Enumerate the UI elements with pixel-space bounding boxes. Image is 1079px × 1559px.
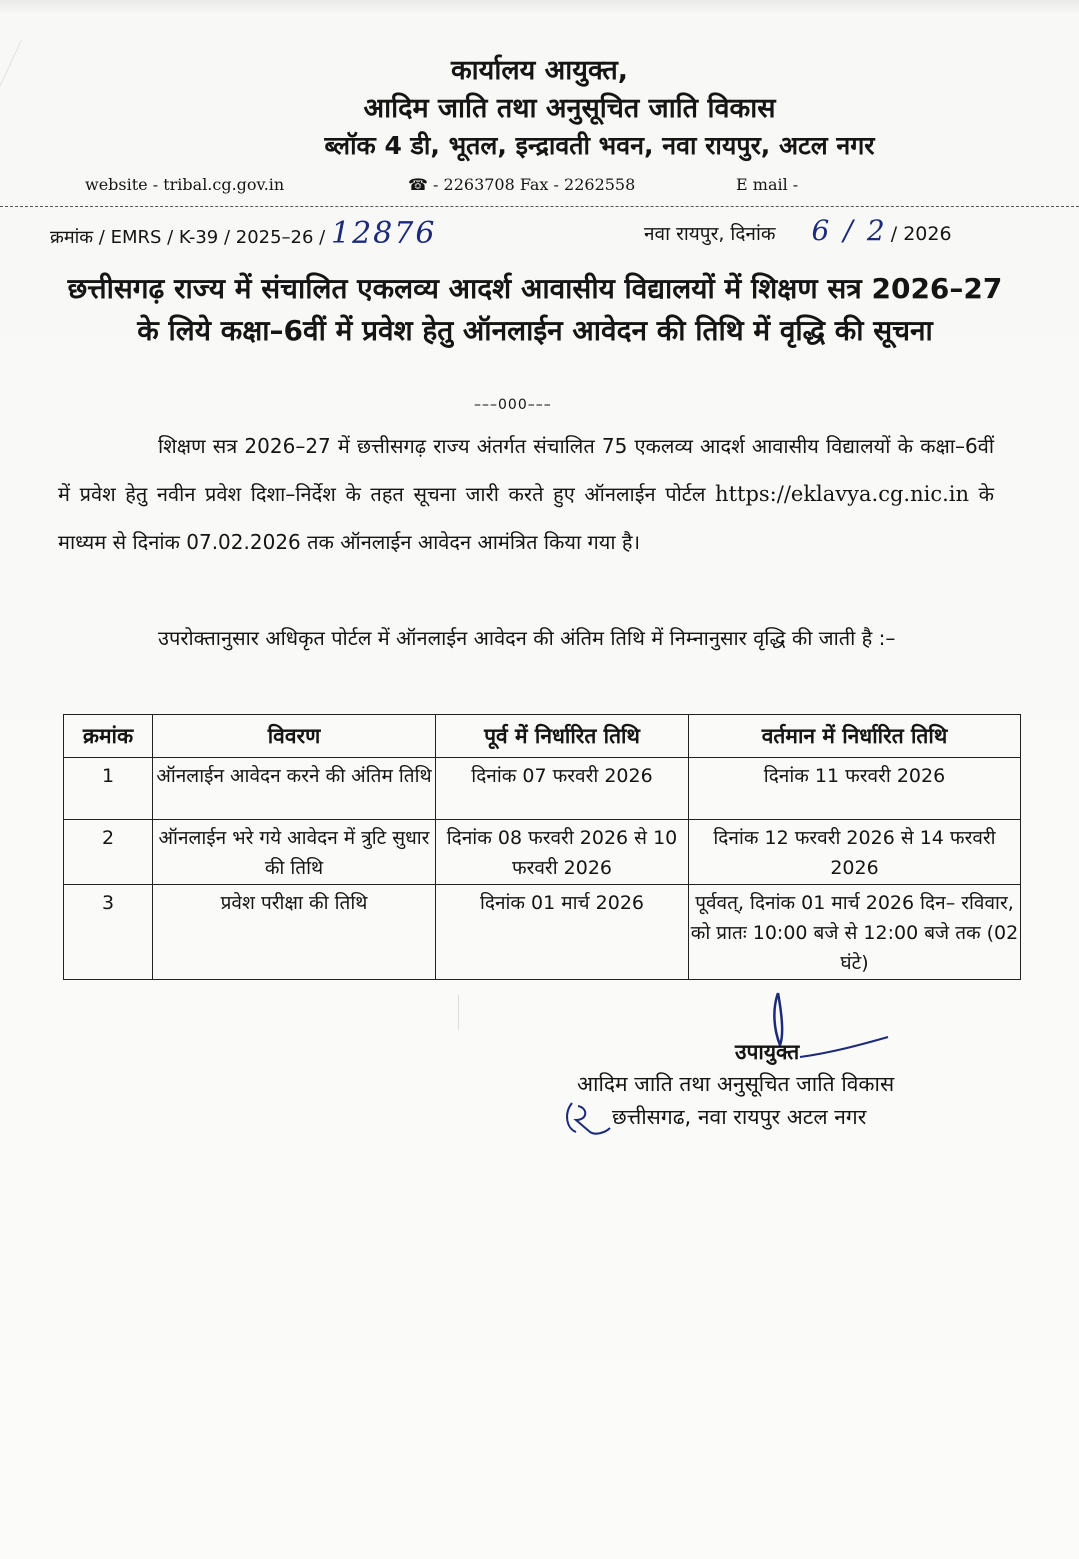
cell-current: दिनांक 11 फरवरी 2026 xyxy=(689,758,1021,820)
header-current-date: वर्तमान में निर्धारित तिथि xyxy=(689,715,1021,758)
date-slash: / xyxy=(843,214,853,247)
website-text: website - tribal.cg.gov.in xyxy=(85,175,285,194)
phone-fax xyxy=(408,175,635,194)
email-text: E mail - xyxy=(736,175,799,194)
cell-detail: प्रवेश परीक्षा की तिथि xyxy=(153,885,436,980)
cell-current: दिनांक 12 फरवरी 2026 से 14 फरवरी 2026 xyxy=(689,820,1021,885)
header-detail: विवरण xyxy=(153,715,436,758)
paragraph-extension: उपरोक्तानुसार अधिकृत पोर्टल में ऑनलाईन आवेदन की अंतिम तिथि में निम्नानुसार वृद्धि की जाती है :– xyxy=(158,626,896,650)
initial-scribble xyxy=(562,1098,612,1138)
signatory-department: आदिम जाति तथा अनुसूचित जाति विकास xyxy=(577,1072,895,1096)
paragraph-intro-text-end: के माध्यम से दिनांक 07.02.2026 तक ऑनलाईन आवेदन आमंत्रित किया गया है। xyxy=(58,482,995,554)
date-year: / 2026 xyxy=(890,223,952,245)
phone-icon: ☎ xyxy=(408,175,428,194)
notice-title: छत्तीसगढ़ राज्य में संचालित एकलव्य आदर्श आवासीय विद्यालयों में शिक्षण सत्र 2026–27 के लिये कक्षा–6वीं में प्रवेश हेतु ऑनलाईन आवेदन की तिथि में वृद्धि की सूचना xyxy=(67,272,1003,347)
header-sno: क्रमांक xyxy=(64,715,153,758)
paragraph-intro xyxy=(58,422,994,566)
cell-previous: दिनांक 01 मार्च 2026 xyxy=(436,885,689,980)
cell-detail: ऑनलाईन भरे गये आवेदन में त्रुटि सुधार की तिथि xyxy=(153,820,436,885)
signatory-location: छत्तीसगढ, नवा रायपुर अटल नगर xyxy=(612,1105,867,1129)
header-previous-date: पूर्व में निर्धारित तिथि xyxy=(436,715,689,758)
office-name: कार्यालय आयुक्त, xyxy=(450,55,629,86)
office-address: ब्लॉक 4 डी, भूतल, इन्द्रावती भवन, नवा रायपुर, अटल नगर xyxy=(324,131,875,160)
issue-date xyxy=(644,214,952,247)
cell-previous: दिनांक 07 फरवरी 2026 xyxy=(436,758,689,820)
phone-fax-text: - 2263708 Fax - 2262558 xyxy=(433,175,636,194)
date-prefix: नवा रायपुर, दिनांक xyxy=(644,223,776,245)
header-divider xyxy=(0,206,1079,207)
cell-sno: 3 xyxy=(64,885,153,980)
title-separator: –––000––– xyxy=(474,397,552,413)
scan-mark xyxy=(458,995,459,1030)
reference-prefix: क्रमांक / EMRS / K-39 / 2025–26 / xyxy=(50,227,326,248)
reference-number xyxy=(50,216,436,251)
table-row xyxy=(64,820,1021,885)
cell-sno: 1 xyxy=(64,758,153,820)
cell-sno: 2 xyxy=(64,820,153,885)
handwritten-day: 6 xyxy=(811,214,830,247)
signatory-designation: उपायुक्त xyxy=(735,1040,800,1064)
table-row xyxy=(64,758,1021,820)
department-name: आदिम जाति तथा अनुसूचित जाति विकास xyxy=(363,93,776,124)
schedule-table xyxy=(63,714,1021,980)
paragraph-intro-text: शिक्षण सत्र 2026–27 में छत्तीसगढ़ राज्य अंतर्गत संचालित 75 एकलव्य आदर्श आवासीय विद्यालयों के कक्षा–6वीं में प्रवेश हेतु नवीन प्रवेश दिशा–निर्देश के तहत सूचना जारी करते हुए ऑनलाईन पोर्टल xyxy=(58,434,994,506)
cell-current: पूर्ववत्, दिनांक 01 मार्च 2026 दिन– रविवार, को प्रातः 10:00 बजे से 12:00 बजे तक (02 घंटे) xyxy=(689,885,1021,980)
table-header-row xyxy=(64,715,1021,758)
cell-previous: दिनांक 08 फरवरी 2026 से 10 फरवरी 2026 xyxy=(436,820,689,885)
table-row xyxy=(64,885,1021,980)
cell-detail: ऑनलाईन आवेदन करने की अंतिम तिथि xyxy=(153,758,436,820)
portal-url[interactable]: https://eklavya.cg.nic.in xyxy=(715,482,970,506)
handwritten-reference: 12876 xyxy=(330,216,437,251)
handwritten-month: 2 xyxy=(866,214,885,247)
